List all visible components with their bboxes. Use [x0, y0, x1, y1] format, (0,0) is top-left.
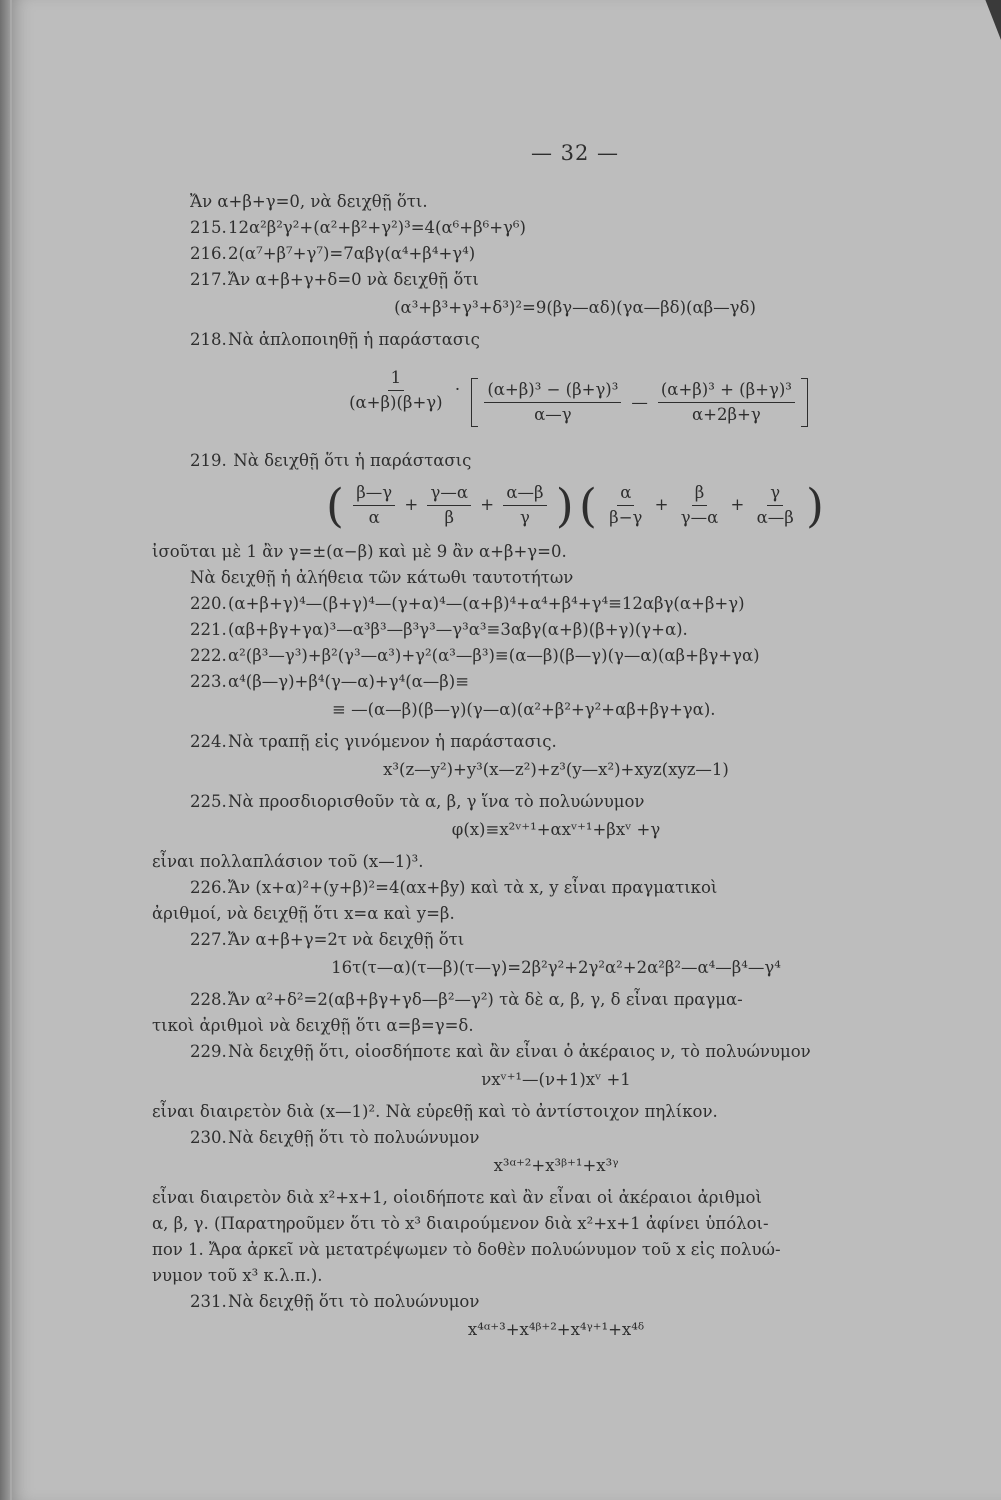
book-spine [0, 0, 10, 1500]
formula-text: νxᵛ⁺¹—(ν+1)xᵛ +1 [481, 1070, 631, 1090]
exercise-text: Νὰ δειχθῇ ὅτι, οἱοσδήποτε καὶ ἂν εἶναι ὁ ἀκέραιος ν, τὸ πολυώνυμον [228, 1042, 811, 1062]
fraction-denominator: γ—α [680, 508, 719, 528]
page-number: — 32 — [530, 141, 620, 165]
text-line [152, 1100, 960, 1124]
fraction-219-p3 [503, 481, 546, 530]
text-line [152, 850, 960, 874]
exercise-224 [152, 730, 960, 754]
fraction-numerator: α—β [503, 481, 546, 506]
formula-text: x³ᵅ⁺²+x³ᵝ⁺¹+x³ᵞ [493, 1156, 619, 1176]
text-line [190, 190, 960, 214]
exercise-block-215-218 [190, 190, 960, 352]
exercise-218 [190, 328, 960, 352]
left-paren: ( [578, 478, 597, 533]
fraction-numerator: α [617, 481, 634, 506]
text-line [152, 1014, 960, 1038]
plus-operator: + [404, 495, 419, 515]
exercise-number: 230. [190, 1128, 227, 1148]
fraction-218-left [346, 366, 445, 415]
fraction-denominator: γ [519, 508, 530, 528]
text-line [152, 902, 960, 926]
formula-line [152, 1318, 960, 1342]
fraction-219-q2 [678, 481, 722, 530]
exercise-228 [152, 988, 960, 1012]
exercise-number: 219. [190, 451, 227, 471]
exercise-text: Ἄν (x+α)²+(y+β)²=4(αx+βy) καὶ τὰ x, y εἶναι πραγματικοὶ [228, 878, 718, 898]
exercise-text: Νὰ δειχθῇ ὅτι τὸ πολυώνυμον [228, 1128, 480, 1148]
formula-text: φ(x)≡x²ᵛ⁺¹+αxᵛ⁺¹+βxᵛ +γ [451, 820, 661, 840]
exercise-number: 220. [190, 594, 227, 614]
fraction-denominator: β−γ [609, 508, 643, 528]
exercise-text: Νὰ ἁπλοποιηθῇ ἡ παράστασις [228, 330, 480, 350]
exercise-text: (αβ+βγ+γα)³—α³β³—β³γ³—γ³α³≡3αβγ(α+β)(β+γ)(γ+α). [228, 620, 688, 640]
exercise-text: α²(β³—γ³)+β²(γ³—α³)+γ²(α³—β³)≡(α—β)(β—γ)(γ—α)(αβ+βγ+γα) [228, 646, 760, 666]
text-line [152, 1212, 960, 1236]
exercise-text: πον 1. Ἄρα ἀρκεῖ νὰ μετατρέψωμεν τὸ δοθὲν πολυώνυμον τοῦ x εἰς πολυώ- [152, 1240, 781, 1260]
exercise-text: α, β, γ. (Παρατηροῦμεν ὅτι τὸ x³ διαιρούμενον διὰ x²+x+1 ἀφίνει ὑπόλοι- [152, 1214, 769, 1234]
exercise-215 [190, 216, 960, 240]
formula-line [152, 818, 960, 842]
formula-line [152, 1154, 960, 1178]
exercise-number: 217. [190, 270, 227, 290]
right-paren: ) [806, 478, 824, 533]
text-line [152, 1264, 960, 1288]
formula-line [152, 758, 960, 782]
exercise-text: 2(α⁷+β⁷+γ⁷)=7αβγ(α⁴+β⁴+γ⁴) [228, 244, 476, 264]
fraction-219-q1 [606, 481, 645, 530]
formula-text: x⁴ᵅ⁺³+x⁴ᵝ⁺²+x⁴ᵞ⁺¹+x⁴ᵟ [467, 1320, 645, 1340]
fraction-218-b1 [484, 378, 621, 427]
exercise-number: 223. [190, 672, 227, 692]
dot-operator: · [454, 380, 461, 400]
exercise-230 [152, 1126, 960, 1150]
plus-operator: + [654, 495, 669, 515]
exercise-220 [152, 592, 960, 616]
fraction-218-b2 [658, 378, 795, 427]
exercise-number: 224. [190, 732, 227, 752]
exercise-text: εἶναι διαιρετὸν διὰ x²+x+1, οἱοιδήποτε καὶ ἂν εἶναι οἱ ἀκέραιοι ἀριθμοὶ [152, 1188, 762, 1208]
plus-operator: + [730, 495, 745, 515]
exercise-text: ἀριθμοί, νὰ δειχθῇ ὅτι x=α καὶ y=β. [152, 904, 455, 924]
formula-text: x³(z—y²)+y³(x—z²)+z³(y—x²)+xyz(xyz—1) [383, 760, 729, 780]
exercise-text: (α+β+γ)⁴—(β+γ)⁴—(γ+α)⁴—(α+β)⁴+α⁴+β⁴+γ⁴≡12αβγ(α+β+γ) [228, 594, 745, 614]
exercise-text: νυμον τοῦ x³ κ.λ.π.). [152, 1266, 323, 1286]
fraction-denominator: α [368, 508, 380, 528]
exercise-219 [190, 449, 960, 473]
exercise-229 [152, 1040, 960, 1064]
text-line [152, 566, 960, 590]
exercise-number: 228. [190, 990, 227, 1010]
formula-text: (α³+β³+γ³+δ³)²=9(βγ—αδ)(γα—βδ)(αβ—γδ) [394, 298, 756, 318]
expression-219 [190, 478, 960, 533]
formula-line [152, 1068, 960, 1092]
expression-218 [190, 366, 960, 427]
exercise-text: εἶναι διαιρετὸν διὰ (x—1)². Νὰ εὑρεθῇ καὶ τὸ ἀντίστοιχον πηλίκον. [152, 1102, 718, 1122]
exercise-text: α⁴(β—γ)+β⁴(γ—α)+γ⁴(α—β)≡ [228, 672, 470, 692]
exercise-222 [152, 644, 960, 668]
fraction-numerator: γ [767, 481, 783, 506]
fraction-numerator: 1 [388, 366, 405, 391]
exercise-number: 229. [190, 1042, 227, 1062]
exercise-217 [190, 268, 960, 292]
exercise-231 [152, 1290, 960, 1314]
fraction-denominator: β [444, 508, 454, 528]
exercise-227 [152, 928, 960, 952]
exercise-number: 231. [190, 1292, 227, 1312]
exercise-number: 225. [190, 792, 227, 812]
formula-line [152, 698, 960, 722]
exercise-text: Νὰ δειχθῇ ὅτι ἡ παράστασις [233, 451, 472, 471]
exercise-226 [152, 876, 960, 900]
exercise-text: Νὰ δειχθῇ ἡ ἀλήθεια τῶν κάτωθι ταυτοτήτων [190, 568, 574, 588]
fraction-numerator: β—γ [353, 481, 395, 506]
fraction-numerator: (α+β)³ − (β+γ)³ [484, 378, 621, 403]
page-corner-shadow [975, 0, 1001, 40]
exercise-number: 222. [190, 646, 227, 666]
fraction-219-p1 [353, 481, 395, 530]
right-paren: ) [555, 478, 574, 533]
exercise-number: 215. [190, 218, 227, 238]
text-line [152, 1238, 960, 1262]
page-content [152, 138, 960, 1350]
exercise-number: 227. [190, 930, 227, 950]
exercise-number: 218. [190, 330, 227, 350]
exercise-text: Ἄν α+β+γ+δ=0 νὰ δειχθῇ ὅτι [228, 270, 479, 290]
fraction-denominator: α—γ [534, 405, 572, 425]
text-line [152, 1186, 960, 1210]
exercise-221 [152, 618, 960, 642]
square-bracket-group [471, 378, 808, 427]
exercise-block-219-231 [152, 540, 960, 1342]
exercise-number: 226. [190, 878, 227, 898]
fraction-numerator: β [692, 481, 708, 506]
exercise-text: τικοὶ ἀριθμοὶ νὰ δειχθῇ ὅτι α=β=γ=δ. [152, 1016, 474, 1036]
exercise-text: Νὰ δειχθῇ ὅτι τὸ πολυώνυμον [228, 1292, 480, 1312]
exercise-text: Νὰ τραπῇ εἰς γινόμενον ἡ παράστασις. [228, 732, 557, 752]
exercise-number: 221. [190, 620, 227, 640]
formula-line [190, 296, 960, 320]
exercise-216 [190, 242, 960, 266]
exercise-text: Ἄν α+β+γ=0, νὰ δειχθῇ ὅτι. [190, 192, 428, 212]
fraction-denominator: (α+β)(β+γ) [349, 393, 443, 413]
exercise-number: 216. [190, 244, 227, 264]
fraction-numerator: γ—α [427, 481, 471, 506]
exercise-text: Ἄν α²+δ²=2(αβ+βγ+γδ—β²—γ²) τὰ δὲ α, β, γ, δ εἶναι πραγμα- [228, 990, 743, 1010]
formula-line [152, 956, 960, 980]
left-paren: ( [326, 478, 344, 533]
exercise-225 [152, 790, 960, 814]
exercise-text: 12α²β²γ²+(α²+β²+γ²)³=4(α⁶+β⁶+γ⁶) [228, 218, 526, 238]
exercise-text: Ἄν α+β+γ=2τ νὰ δειχθῇ ὅτι [228, 930, 465, 950]
fraction-numerator: (α+β)³ + (β+γ)³ [658, 378, 795, 403]
fraction-denominator: α—β [756, 508, 794, 528]
exercise-text: ἰσοῦται μὲ 1 ἂν γ=±(α−β) καὶ μὲ 9 ἂν α+β+γ=0. [152, 542, 567, 562]
plus-operator: + [480, 495, 495, 515]
formula-text: ≡ —(α—β)(β—γ)(γ—α)(α²+β²+γ²+αβ+βγ+γα). [332, 700, 716, 720]
formula-text: 16τ(τ—α)(τ—β)(τ—γ)=2β²γ²+2γ²α²+2α²β²—α⁴—β⁴—γ⁴ [331, 958, 781, 978]
text-line [152, 540, 960, 564]
exercise-223 [152, 670, 960, 694]
fraction-219-p2 [427, 481, 471, 530]
fraction-219-q3 [754, 481, 797, 530]
fraction-denominator: α+2β+γ [692, 405, 761, 425]
exercise-text: Νὰ προσδιορισθοῦν τὰ α, β, γ ἵνα τὸ πολυώνυμον [228, 792, 645, 812]
minus-operator: — [631, 392, 648, 412]
exercise-text: εἶναι πολλαπλάσιον τοῦ (x—1)³. [152, 852, 424, 872]
